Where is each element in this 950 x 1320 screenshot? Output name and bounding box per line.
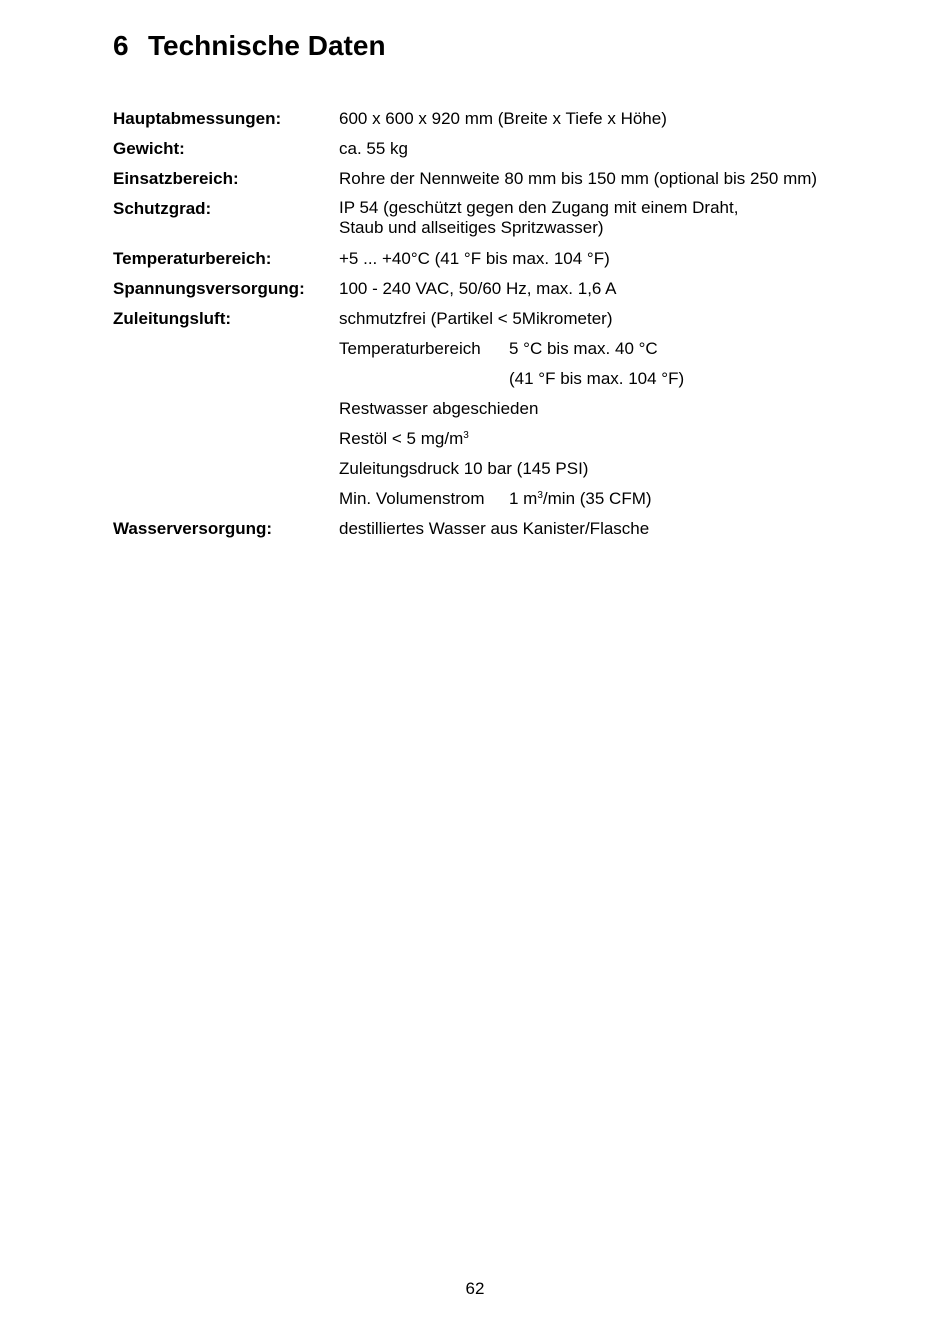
spec-value [339, 198, 738, 238]
spec-row-volumenstrom [113, 488, 873, 518]
section-number: 6 [113, 30, 129, 61]
spec-row-wasserversorgung [113, 518, 873, 548]
spec-row-einsatzbereich [113, 168, 873, 198]
section-heading [113, 30, 386, 62]
section-title: Technische Daten [148, 30, 386, 61]
spec-label: Temperaturbereich: [113, 249, 272, 268]
spec-value: ca. 55 kg [339, 139, 408, 158]
spec-value: Restwasser abgeschieden [339, 399, 539, 418]
spec-row-zuleitungsluft [113, 308, 873, 338]
spec-row-spannungsversorgung [113, 278, 873, 308]
spec-value: Rohre der Nennweite 80 mm bis 150 mm (optional bis 250 mm) [339, 169, 818, 188]
volumen-exponent: 3 [537, 490, 543, 501]
sub-spec-label: Min. Volumenstrom [339, 489, 485, 508]
spec-label: Schutzgrad: [113, 199, 212, 218]
volumen-prefix: 1 m [509, 489, 538, 508]
spec-value: 600 x 600 x 920 mm (Breite x Tiefe x Höhe) [339, 109, 667, 128]
spec-row-restwasser [113, 398, 873, 428]
spec-label: Wasserversorgung: [113, 519, 273, 538]
spec-row-restoel [113, 428, 873, 458]
spec-row-zuleitungsluft-temperatur-f [113, 368, 873, 398]
spec-row-schutzgrad [113, 198, 873, 248]
spec-row-gewicht [113, 138, 873, 168]
volumen-suffix: /min (35 CFM) [542, 489, 652, 508]
spec-value-line: Staub und allseitiges Spritzwasser) [339, 218, 604, 237]
spec-label: Einsatzbereich: [113, 169, 239, 188]
spec-value [339, 428, 469, 450]
restoel-exponent: 3 [463, 430, 469, 441]
spec-label: Hauptabmessungen: [113, 109, 282, 128]
spec-value [339, 488, 652, 510]
spec-value: +5 ... +40°C (41 °F bis max. 104 °F) [339, 249, 610, 268]
sub-spec-value: (41 °F bis max. 104 °F) [509, 369, 685, 388]
restoel-text: Restöl < 5 mg/m [339, 429, 464, 448]
spec-value-line: IP 54 (geschützt gegen den Zugang mit einem Draht, [339, 198, 739, 217]
spec-value: Zuleitungsdruck 10 bar (145 PSI) [339, 459, 589, 478]
page-number: 62 [465, 1279, 485, 1298]
spec-label: Zuleitungsluft: [113, 309, 232, 328]
spec-value [339, 338, 658, 360]
spec-value [339, 368, 684, 390]
spec-row-temperaturbereich [113, 248, 873, 278]
sub-spec-value: 5 °C bis max. 40 °C [509, 339, 658, 358]
spec-row-zuleitungsdruck [113, 458, 873, 488]
spec-label: Gewicht: [113, 139, 185, 158]
spec-value: destilliertes Wasser aus Kanister/Flasche [339, 519, 650, 538]
sub-spec-label: Temperaturbereich [339, 339, 481, 358]
spec-row-zuleitungsluft-temperatur [113, 338, 873, 368]
spec-value: 100 - 240 VAC, 50/60 Hz, max. 1,6 A [339, 279, 617, 298]
spec-value: schmutzfrei (Partikel < 5Mikrometer) [339, 309, 613, 328]
spec-label: Spannungsversorgung: [113, 279, 305, 298]
spec-row-hauptabmessungen [113, 108, 873, 138]
spec-list [113, 108, 873, 548]
